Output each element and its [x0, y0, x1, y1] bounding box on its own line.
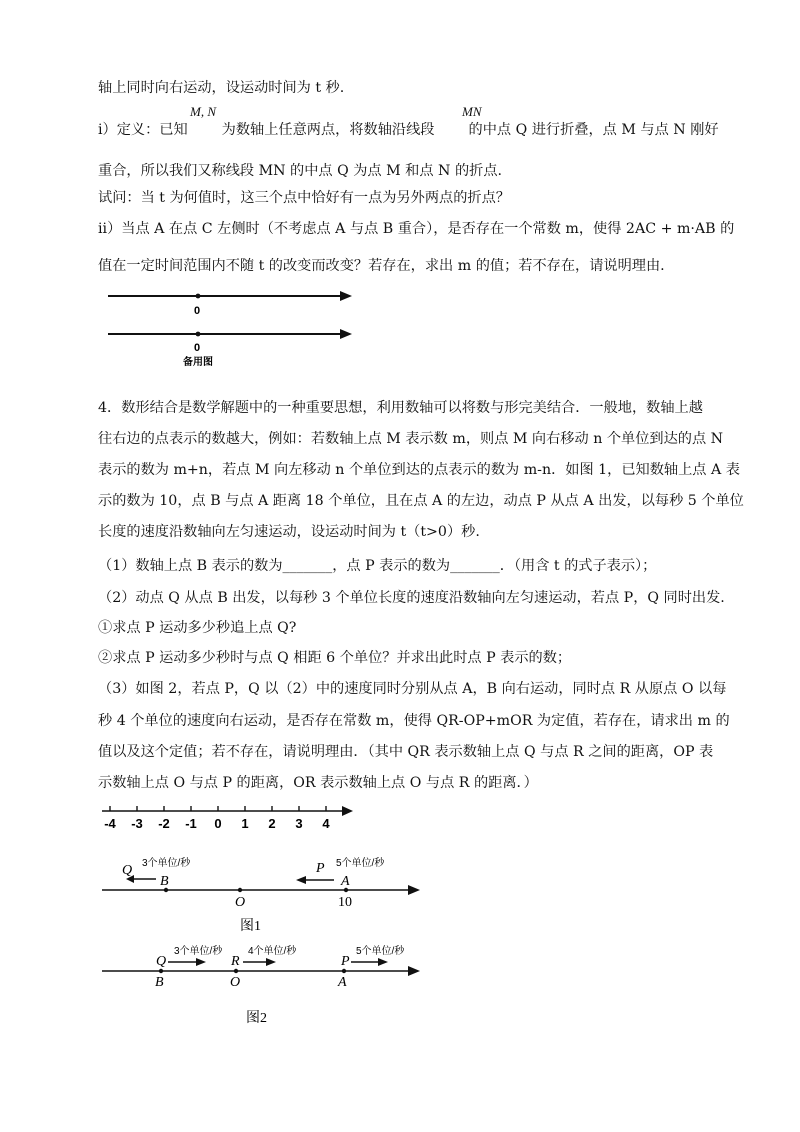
q3-number-line-1	[108, 291, 352, 317]
q4-paragraph-line-5: 长度的速度沿数轴向左匀速运动，设运动时间为 t（t>0）秒.	[98, 524, 480, 540]
q3-label-MN-segment: MN	[462, 104, 482, 119]
example-number-line	[98, 800, 358, 836]
fig1-label-P: P	[316, 861, 325, 876]
fig1-speed-P: 5个单位/秒	[336, 858, 385, 869]
fig2-speed-Q: 3个单位/秒	[174, 946, 223, 957]
q3-number-line-2	[108, 329, 352, 368]
fig2-point-B	[159, 969, 163, 973]
fig2-caption: 图2	[246, 1011, 267, 1026]
fig1-label-B: B	[160, 874, 169, 889]
q3-line-4: 试问：当 t 为何值时，这三个点中恰好有一点为另外两点的折点？	[98, 190, 510, 206]
number-line-tick-label: -2	[158, 816, 170, 831]
q4-paragraph-line-1: 4．数形结合是数学解题中的一种重要思想，利用数轴可以将数与形完美结合．一般地，数轴上越	[98, 400, 703, 416]
number-line-tick-label: -3	[131, 816, 143, 831]
number-line-tick-label: 0	[214, 816, 222, 831]
fig1-speed-Q: 3个单位/秒	[142, 858, 191, 869]
fig1-label-A: A	[341, 874, 350, 889]
q3-label-MN-points: M, N	[190, 104, 216, 119]
number-line-tick-label: 4	[322, 816, 330, 831]
q3-def-prefix: i）定义：已知	[98, 122, 188, 138]
q3-def-mid1: 为数轴上任意两点，将数轴沿线段	[221, 122, 435, 138]
fig1-caption: 图1	[240, 919, 261, 934]
fig2-point-A	[342, 969, 346, 973]
q3-line-3: 重合，所以我们又称线段 MN 的中点 Q 为点 M 和点 N 的折点.	[98, 163, 503, 179]
number-line-tick-label: -4	[104, 816, 116, 831]
q4-paragraph-line-2: 往右边的点表示的数越大，例如：若数轴上点 M 表示数 m，则点 M 向右移动 n 个单位到达的点 N	[98, 431, 724, 447]
number-line-tick-label: 2	[268, 816, 276, 831]
q4-sub-3d: 示数轴上点 O 与点 P 的距离，OR 表示数轴上点 O 与点 R 的距离．）	[98, 775, 538, 791]
fig2-label-B: B	[155, 975, 164, 990]
q3-definition-line	[98, 120, 719, 140]
q4-sub-2b: ②求点 P 运动多少秒时与点 Q 相距 6 个单位？并求出此时点 P 表示的数；	[98, 650, 572, 666]
q3-figure	[108, 284, 358, 368]
q4-sub-2: （2）动点 Q 从点 B 出发，以每秒 3 个单位长度的速度沿数轴向左匀速运动，若点 P，Q 同时出发.	[98, 590, 725, 606]
fig2-label-Q: Q	[156, 954, 167, 969]
fig2-speed-P: 5个单位/秒	[356, 946, 405, 957]
q3-def-mid2: 的中点 Q 进行折叠，点 M 与点 N 刚好	[468, 122, 719, 138]
fig2-label-A: A	[338, 975, 347, 990]
figure-1	[98, 850, 428, 940]
number-line-ticks	[104, 806, 330, 831]
fig1-point-O	[238, 888, 242, 892]
q4-paragraph-line-4: 示的数为 10，点 B 与点 A 距离 18 个单位，且在点 A 的左边，动点 P 从点 A 出发，以每秒 5 个单位	[98, 493, 744, 509]
q3-zero-1: 0	[194, 305, 201, 317]
q4-sub-2a: ①求点 P 运动多少秒追上点 Q?	[98, 620, 297, 636]
q4-paragraph-line-3: 表示的数为 m+n，若点 M 向左移动 n 个单位到达的点表示的数为 m-n．如图 1，已知数轴上点 A 表	[98, 462, 740, 478]
q3-line-1: 轴上同时向右运动，设运动时间为 t 秒.	[98, 80, 345, 96]
number-line-tick-label: 3	[295, 816, 303, 831]
q4-sub-1: （1）数轴上点 B 表示的数为_______，点 P 表示的数为_______．（用含 t 的式子表示）；	[98, 558, 657, 574]
fig1-value-A: 10	[338, 895, 352, 910]
q4-sub-3a: （3）如图 2，若点 P，Q 以（2）中的速度同时分别从点 A，B 向右运动，同时点 R 从原点 O 以每	[98, 681, 727, 697]
fig2-label-R: R	[231, 954, 240, 969]
fig1-label-O: O	[235, 895, 246, 910]
q3-line-6: 值在一定时间范围内不随 t 的改变而改变？若存在，求出 m 的值；若不存在，请说明理由.	[98, 258, 665, 274]
fig1-label-Q: Q	[122, 863, 133, 878]
fig2-label-P: P	[341, 954, 350, 969]
fig2-point-O	[234, 969, 238, 973]
q3-zero-2: 0	[194, 342, 201, 354]
q4-sub-3c: 值以及这个定值；若不存在，请说明理由．（其中 QR 表示数轴上点 Q 与点 R 之间的距离，OP 表	[98, 744, 714, 760]
fig2-label-O: O	[230, 975, 241, 990]
number-line-tick-label: 1	[241, 816, 249, 831]
q3-line-5: ii）当点 A 在点 C 左侧时（不考虑点 A 与点 B 重合），是否存在一个常数 m，使得 2AC + m·AB 的	[98, 221, 735, 237]
fig2-speed-R: 4个单位/秒	[248, 946, 297, 957]
figure-2	[98, 940, 428, 1030]
q4-sub-3b: 秒 4 个单位的速度向右运动，是否存在常数 m，使得 QR-OP+mOR 为定值，若存在，请求出 m 的	[98, 713, 730, 729]
q3-backup-label: 备用图	[183, 357, 213, 368]
number-line-tick-label: -1	[185, 816, 197, 831]
